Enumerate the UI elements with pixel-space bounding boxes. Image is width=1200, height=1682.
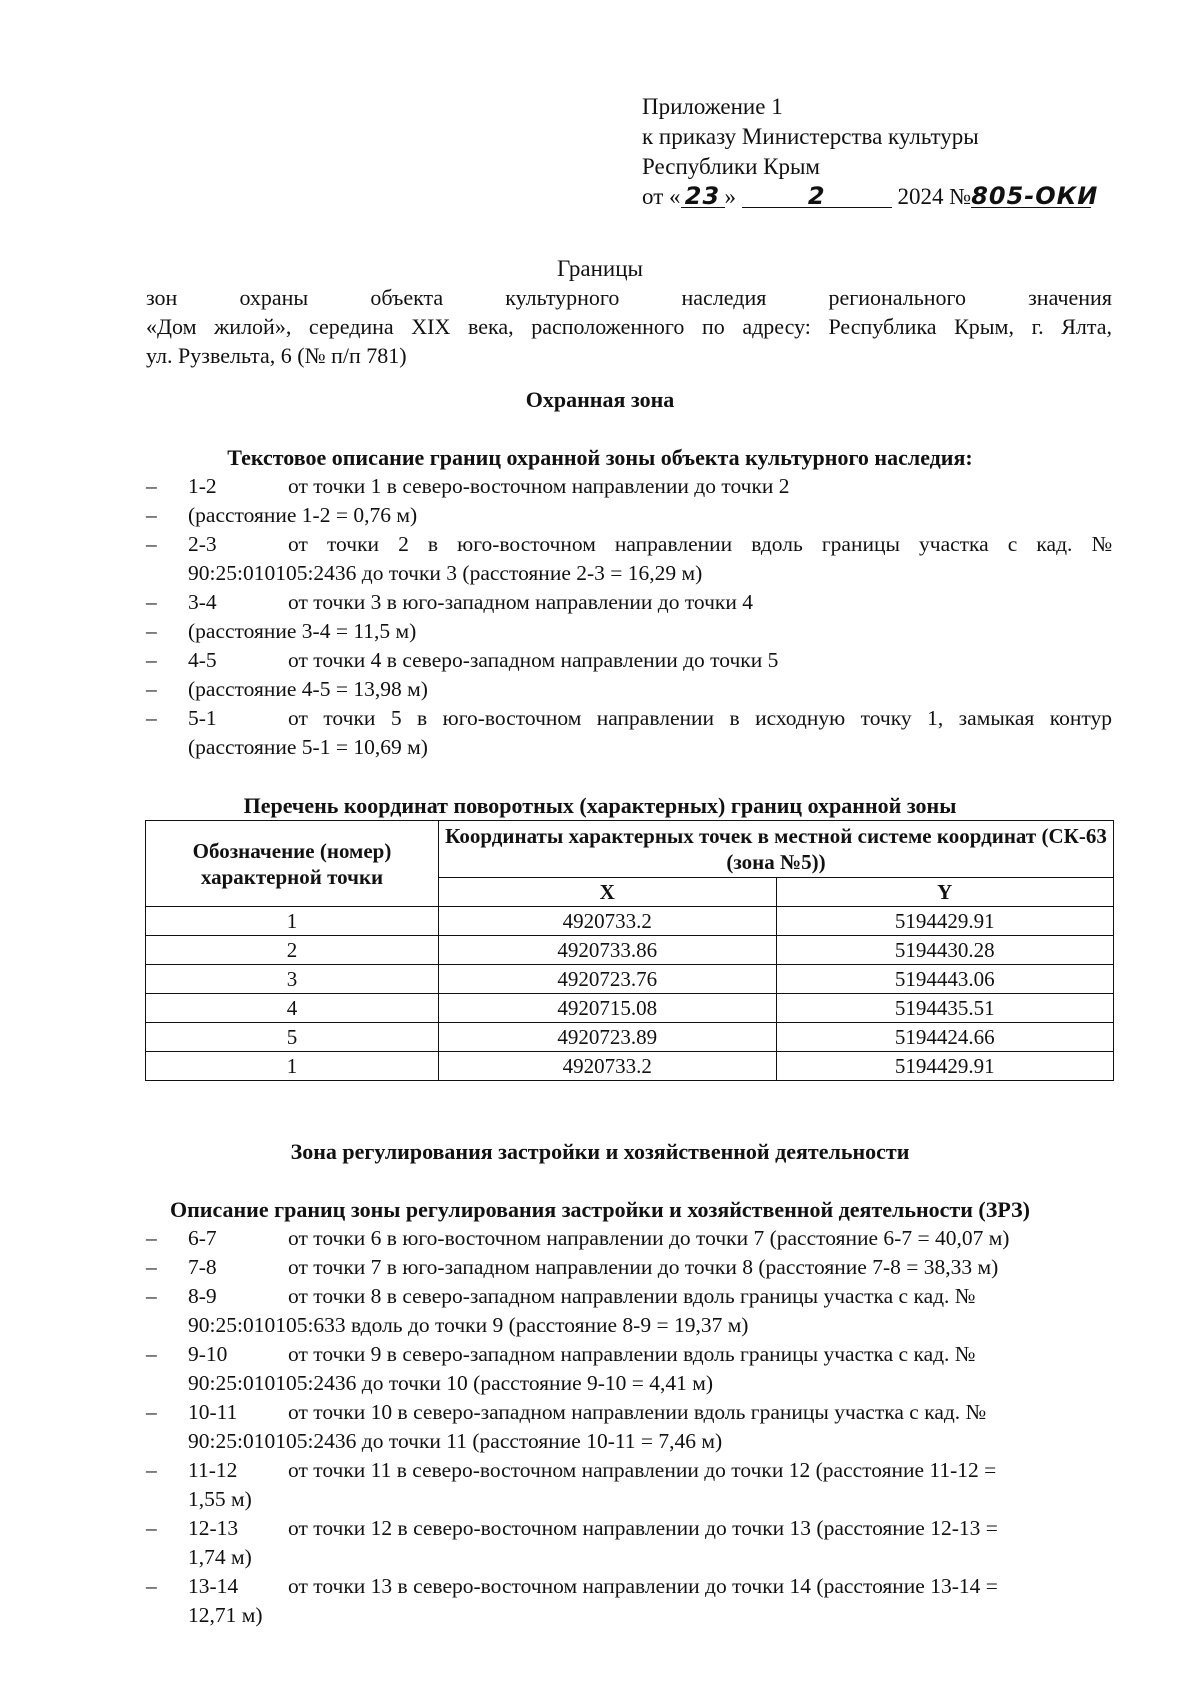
segment-code: 8-9 xyxy=(188,1284,217,1308)
segment-text: от точки 5 в юго-восточном направлении в исходную точку 1, замыкая контур xyxy=(288,706,1112,730)
date-year: 2024 № xyxy=(897,184,972,209)
table-row xyxy=(146,965,1114,994)
list-dash: – xyxy=(146,1574,157,1598)
list-dash: – xyxy=(146,1342,157,1366)
protected-zone-list xyxy=(146,472,1112,762)
title-line-4: ул. Рузвельта, 6 (№ п/п 781) xyxy=(146,343,407,368)
segment-code: 3-4 xyxy=(188,590,217,614)
protected-zone-description-heading: Текстовое описание границ охранной зоны объекта культурного наследия: xyxy=(227,445,973,470)
table-row xyxy=(146,936,1114,965)
cell-x: 4920733.86 xyxy=(439,936,777,965)
segment-text: от точки 2 в юго-восточном направлении вдоль границы участка с кад. № xyxy=(288,532,1112,556)
list-item xyxy=(146,472,1112,501)
list-dash: – xyxy=(146,1255,157,1279)
title-word: охраны xyxy=(239,285,309,310)
title-word: объекта xyxy=(370,285,444,310)
list-item xyxy=(146,501,1112,530)
segment-code: 11-12 xyxy=(188,1458,238,1482)
table-header-y: Y xyxy=(776,878,1114,907)
segment-text-continued: (расстояние 5-1 = 10,69 м) xyxy=(188,735,428,759)
cell-y: 5194429.91 xyxy=(776,1052,1114,1081)
segment-text-continued: 90:25:010105:2436 до точки 11 (расстояние 10-11 = 7,46 м) xyxy=(188,1429,723,1453)
table-header-coordinates: Координаты характерных точек в местной системе координат (СК-63 (зона №5)) xyxy=(439,821,1114,878)
regulation-zone-list xyxy=(146,1224,1112,1630)
list-dash: – xyxy=(146,1458,157,1482)
regulation-zone-heading: Зона регулирования застройки и хозяйственной деятельности xyxy=(290,1139,910,1164)
list-dash: – xyxy=(146,532,157,556)
cell-y: 5194429.91 xyxy=(776,907,1114,936)
segment-text: от точки 12 в северо-восточном направлении до точки 13 (расстояние 12-13 = xyxy=(288,1516,998,1540)
segment-text: (расстояние 4-5 = 13,98 м) xyxy=(188,677,428,701)
segment-text: от точки 13 в северо-восточном направлении до точки 14 (расстояние 13-14 = xyxy=(288,1574,998,1598)
segment-text-continued: 1,55 м) xyxy=(188,1487,252,1511)
list-item xyxy=(146,1398,1112,1456)
segment-code: 1-2 xyxy=(188,474,217,498)
appendix-label: Приложение 1 xyxy=(642,94,783,119)
list-dash: – xyxy=(146,648,157,672)
segment-code: 2-3 xyxy=(188,532,217,556)
list-item xyxy=(146,1572,1112,1630)
list-dash: – xyxy=(146,503,157,527)
segment-text-continued: 90:25:010105:633 вдоль до точки 9 (расстояние 8-9 = 19,37 м) xyxy=(188,1313,749,1337)
cell-y: 5194424.66 xyxy=(776,1023,1114,1052)
list-item xyxy=(146,588,1112,617)
cell-point: 1 xyxy=(146,907,439,936)
segment-text-continued: 12,71 м) xyxy=(188,1603,263,1627)
list-item xyxy=(146,1456,1112,1514)
table-header-x: X xyxy=(439,878,777,907)
list-item xyxy=(146,1514,1112,1572)
table-row xyxy=(146,994,1114,1023)
list-dash: – xyxy=(146,706,157,730)
cell-x: 4920723.89 xyxy=(439,1023,777,1052)
coordinates-table xyxy=(145,820,1114,1081)
table-row xyxy=(146,1052,1114,1081)
list-item xyxy=(146,675,1112,704)
segment-text: от точки 9 в северо-западном направлении вдоль границы участка с кад. № xyxy=(288,1342,976,1366)
segment-text: от точки 11 в северо-восточном направлении до точки 12 (расстояние 11-12 = xyxy=(288,1458,997,1482)
list-item xyxy=(146,530,1112,588)
segment-text: от точки 10 в северо-западном направлении вдоль границы участка с кад. № xyxy=(288,1400,987,1424)
title-word: регионального xyxy=(828,285,967,310)
title-word: наследия xyxy=(681,285,767,310)
order-reference: к приказу Министерства культуры xyxy=(642,124,979,149)
segment-code: 5-1 xyxy=(188,706,217,730)
order-date-line xyxy=(642,182,1112,212)
cell-point: 4 xyxy=(146,994,439,1023)
republic-name: Республики Крым xyxy=(642,154,820,179)
document-title: Границы xyxy=(557,256,643,281)
list-dash: – xyxy=(146,1400,157,1424)
list-dash: – xyxy=(146,474,157,498)
title-line-2 xyxy=(146,283,1112,312)
segment-code: 10-11 xyxy=(188,1400,238,1424)
title-word: зон xyxy=(146,285,178,310)
regulation-zone-description-heading: Описание границ зоны регулирования застройки и хозяйственной деятельности (ЗРЗ) xyxy=(169,1197,1030,1222)
cell-x: 4920723.76 xyxy=(439,965,777,994)
title-word: значения xyxy=(1028,285,1112,310)
segment-text: (расстояние 1-2 = 0,76 м) xyxy=(188,503,418,527)
list-item xyxy=(146,1282,1112,1340)
list-dash: – xyxy=(146,590,157,614)
cell-x: 4920715.08 xyxy=(439,994,777,1023)
list-dash: – xyxy=(146,619,157,643)
table-header-point: Обозначение (номер) характерной точки xyxy=(146,821,439,907)
date-mid: » xyxy=(724,184,736,209)
date-month-handwritten: 2 xyxy=(742,185,892,208)
segment-text: от точки 6 в юго-восточном направлении до точки 7 (расстояние 6-7 = 40,07 м) xyxy=(288,1226,1010,1250)
cell-y: 5194430.28 xyxy=(776,936,1114,965)
list-dash: – xyxy=(146,1226,157,1250)
date-prefix: от « xyxy=(642,184,681,209)
title-word: культурного xyxy=(505,285,620,310)
table-caption: Перечень координат поворотных (характерных) границ охранной зоны xyxy=(243,793,957,818)
segment-text: от точки 4 в северо-западном направлении до точки 5 xyxy=(288,648,779,672)
list-item xyxy=(146,1340,1112,1398)
segment-text-continued: 1,74 м) xyxy=(188,1545,252,1569)
cell-point: 3 xyxy=(146,965,439,994)
segment-text: от точки 1 в северо-восточном направлении до точки 2 xyxy=(288,474,790,498)
segment-text: от точки 7 в юго-западном направлении до точки 8 (расстояние 7-8 = 38,33 м) xyxy=(288,1255,999,1279)
table-row xyxy=(146,1023,1114,1052)
cell-point: 2 xyxy=(146,936,439,965)
list-item xyxy=(146,617,1112,646)
segment-code: 9-10 xyxy=(188,1342,228,1366)
table-row xyxy=(146,907,1114,936)
protected-zone-heading: Охранная зона xyxy=(525,387,675,412)
title-line-3: «Дом жилой», середина XIX века, расположенного по адресу: Республика Крым, г. Ялта, xyxy=(146,314,1112,339)
segment-text: от точки 8 в северо-западном направлении вдоль границы участка с кад. № xyxy=(288,1284,976,1308)
list-item xyxy=(146,1224,1112,1253)
segment-text-continued: 90:25:010105:2436 до точки 10 (расстояние 9-10 = 4,41 м) xyxy=(188,1371,714,1395)
list-item xyxy=(146,704,1112,762)
list-dash: – xyxy=(146,1284,157,1308)
cell-point: 1 xyxy=(146,1052,439,1081)
appendix-header xyxy=(642,92,1112,212)
segment-code: 6-7 xyxy=(188,1226,217,1250)
date-day-handwritten: 23 xyxy=(681,185,725,208)
segment-text: (расстояние 3-4 = 11,5 м) xyxy=(188,619,417,643)
segment-text-continued: 90:25:010105:2436 до точки 3 (расстояние 2-3 = 16,29 м) xyxy=(188,561,703,585)
segment-code: 4-5 xyxy=(188,648,217,672)
cell-point: 5 xyxy=(146,1023,439,1052)
cell-y: 5194443.06 xyxy=(776,965,1114,994)
list-dash: – xyxy=(146,1516,157,1540)
segment-code: 13-14 xyxy=(188,1574,239,1598)
list-dash: – xyxy=(146,677,157,701)
cell-y: 5194435.51 xyxy=(776,994,1114,1023)
segment-text: от точки 3 в юго-западном направлении до точки 4 xyxy=(288,590,754,614)
segment-code: 7-8 xyxy=(188,1255,217,1279)
list-item xyxy=(146,1253,1112,1282)
cell-x: 4920733.2 xyxy=(439,1052,777,1081)
list-item xyxy=(146,646,1112,675)
cell-x: 4920733.2 xyxy=(439,907,777,936)
segment-code: 12-13 xyxy=(188,1516,239,1540)
order-number-handwritten: 805-ОКИ xyxy=(971,182,1099,210)
